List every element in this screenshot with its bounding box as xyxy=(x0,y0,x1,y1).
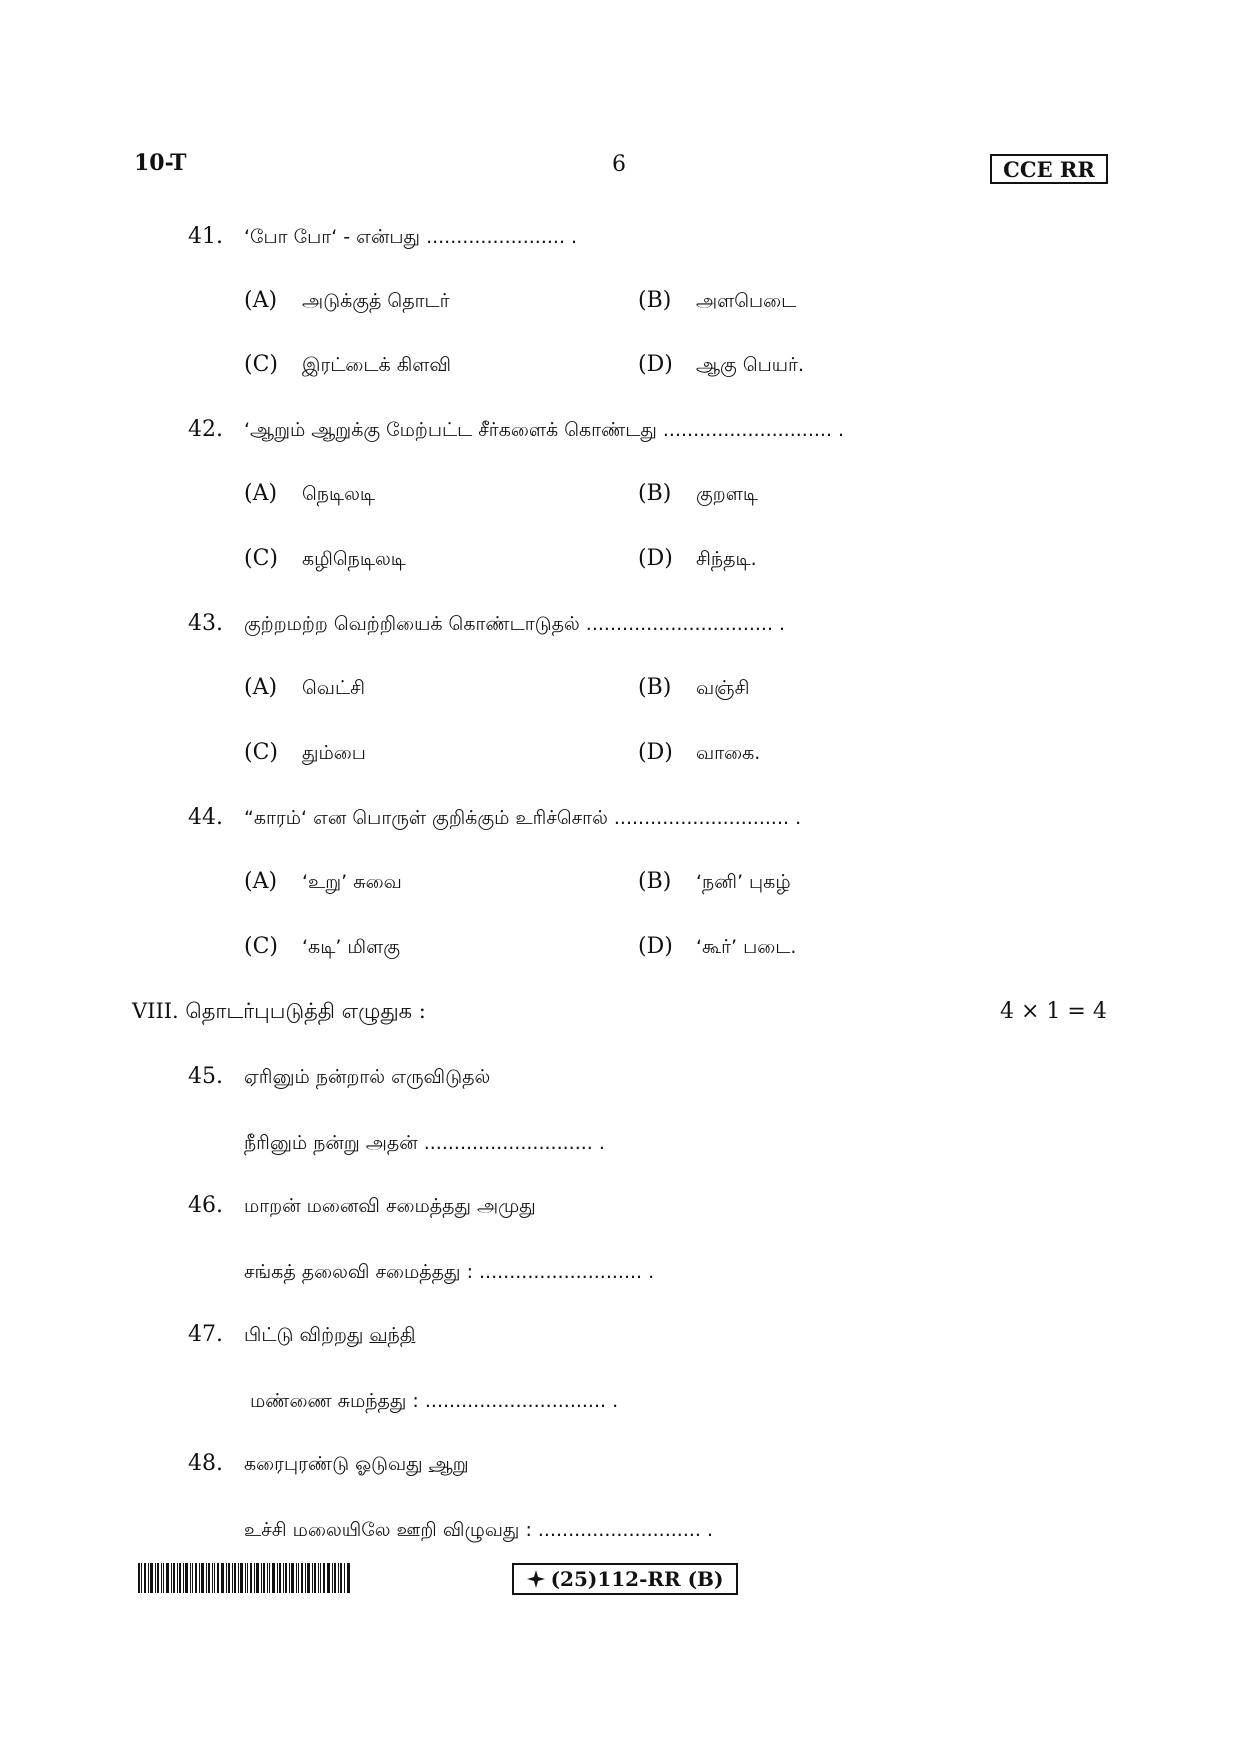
question-line1 xyxy=(244,1324,415,1349)
option-44-c xyxy=(244,934,400,961)
question-43 xyxy=(188,611,785,638)
line1-underlined: ஆறு xyxy=(428,1453,469,1475)
option-letter: (A) xyxy=(244,481,278,506)
paper-code: (25)112-RR (B) xyxy=(550,1567,724,1591)
subject-code: 10-T xyxy=(134,150,187,176)
option-44-b xyxy=(638,869,791,896)
option-text: வஞ்சி xyxy=(696,677,750,699)
option-41-c xyxy=(244,352,451,379)
option-43-d xyxy=(638,740,760,767)
option-text: ‘நனி’ புகழ் xyxy=(696,871,791,893)
barcode-icon xyxy=(138,1563,350,1593)
question-47-answer-line: மண்ணை சுமந்தது : .............................. . xyxy=(250,1390,619,1412)
option-text: அடுக்குத் தொடர் xyxy=(302,290,450,312)
option-letter: (C) xyxy=(244,740,278,765)
section-heading xyxy=(132,999,426,1026)
option-42-b xyxy=(638,481,758,508)
series-box xyxy=(990,154,1108,184)
section-title: VIII. தொடர்புபடுத்தி எழுதுக : xyxy=(132,999,426,1023)
option-text: அளபெடை xyxy=(696,290,797,312)
option-43-b xyxy=(638,675,749,702)
option-text: சிந்தடி. xyxy=(696,548,757,570)
option-41-d xyxy=(638,352,804,379)
question-number: 48. xyxy=(188,1451,223,1476)
option-41-a xyxy=(244,288,450,315)
option-letter: (B) xyxy=(638,481,672,506)
question-number: 42. xyxy=(188,417,223,442)
option-letter: (A) xyxy=(244,675,278,700)
line1-underlined: வந்தி xyxy=(369,1324,416,1346)
option-letter: (B) xyxy=(638,869,672,894)
option-43-a xyxy=(244,675,365,702)
question-number: 41. xyxy=(188,224,223,249)
question-48-answer-line: உச்சி மலையிலே ஊறி விழுவது : ........................... . xyxy=(244,1519,714,1541)
question-number: 47. xyxy=(188,1322,223,1347)
question-44 xyxy=(188,805,801,832)
option-text: ‘உறு’ சுவை xyxy=(302,871,402,893)
question-text: ‘ஆறும் ஆறுக்கு மேற்பட்ட சீர்களைக் கொண்டது ............................ . xyxy=(244,419,845,441)
question-number: 43. xyxy=(188,611,223,636)
option-letter: (B) xyxy=(638,288,672,313)
paper-code-box xyxy=(512,1563,738,1595)
option-text: நெடிலடி xyxy=(302,483,375,505)
option-41-b xyxy=(638,288,796,315)
option-42-a xyxy=(244,481,375,508)
option-text: இரட்டைக் கிளவி xyxy=(302,354,452,376)
line1-plain: பிட்டு விற்றது xyxy=(244,1324,370,1346)
option-letter: (D) xyxy=(638,740,673,765)
question-text: குற்றமற்ற வெற்றியைக் கொண்டாடுதல் ............................... . xyxy=(244,613,786,635)
question-number: 45. xyxy=(188,1064,223,1089)
option-text: குறளடி xyxy=(696,483,758,505)
option-letter: (A) xyxy=(244,288,278,313)
option-text: ‘கூர்’ படை. xyxy=(696,936,797,958)
question-text: “காரம்‘ என பொருள் குறிக்கும் உரிச்சொல் ............................. . xyxy=(244,807,802,829)
option-text: கழிநெடிலடி xyxy=(302,548,406,570)
question-line1 xyxy=(244,1066,490,1091)
question-47 xyxy=(188,1322,415,1349)
option-42-c xyxy=(244,546,406,573)
question-48 xyxy=(188,1451,469,1478)
line1-plain: ஏரினும் நன்றால் எருவிடுதல் xyxy=(244,1066,491,1088)
question-45 xyxy=(188,1064,490,1091)
question-46-answer-line: சங்கத் தலைவி சமைத்தது : ........................... . xyxy=(244,1261,655,1283)
option-43-c xyxy=(244,740,366,767)
option-letter: (C) xyxy=(244,934,278,959)
line1-plain: மாறன் மனைவி சமைத்தது அமுது xyxy=(244,1195,536,1217)
question-42 xyxy=(188,417,844,444)
option-letter: (B) xyxy=(638,675,672,700)
option-44-d xyxy=(638,934,796,961)
four-point-star-icon xyxy=(527,1570,545,1588)
question-text: ‘போ போ‘ - என்பது ....................... . xyxy=(244,226,578,248)
option-text: ஆகு பெயர். xyxy=(696,354,805,376)
option-text: ‘கடி’ மிளகு xyxy=(302,936,401,958)
option-letter: (D) xyxy=(638,546,673,571)
option-letter: (C) xyxy=(244,352,278,377)
question-number: 46. xyxy=(188,1193,223,1218)
line1-plain: கரைபுரண்டு ஓடுவது xyxy=(244,1453,429,1475)
series-label: CCE RR xyxy=(1003,156,1095,182)
question-number: 44. xyxy=(188,805,223,830)
question-45-answer-line: நீரினும் நன்று அதன் ............................ . xyxy=(244,1132,605,1154)
option-letter: (C) xyxy=(244,546,278,571)
option-text: வாகை. xyxy=(696,742,761,764)
option-44-a xyxy=(244,869,402,896)
question-41 xyxy=(188,224,577,251)
question-line1 xyxy=(244,1195,536,1220)
option-letter: (A) xyxy=(244,869,278,894)
page-number: 6 xyxy=(612,152,626,177)
question-line1 xyxy=(244,1453,469,1478)
option-42-d xyxy=(638,546,757,573)
question-46 xyxy=(188,1193,536,1220)
option-text: தும்பை xyxy=(302,742,366,764)
option-letter: (D) xyxy=(638,352,673,377)
section-marks: 4 × 1 = 4 xyxy=(1000,999,1107,1024)
option-text: வெட்சி xyxy=(302,677,365,699)
option-letter: (D) xyxy=(638,934,673,959)
